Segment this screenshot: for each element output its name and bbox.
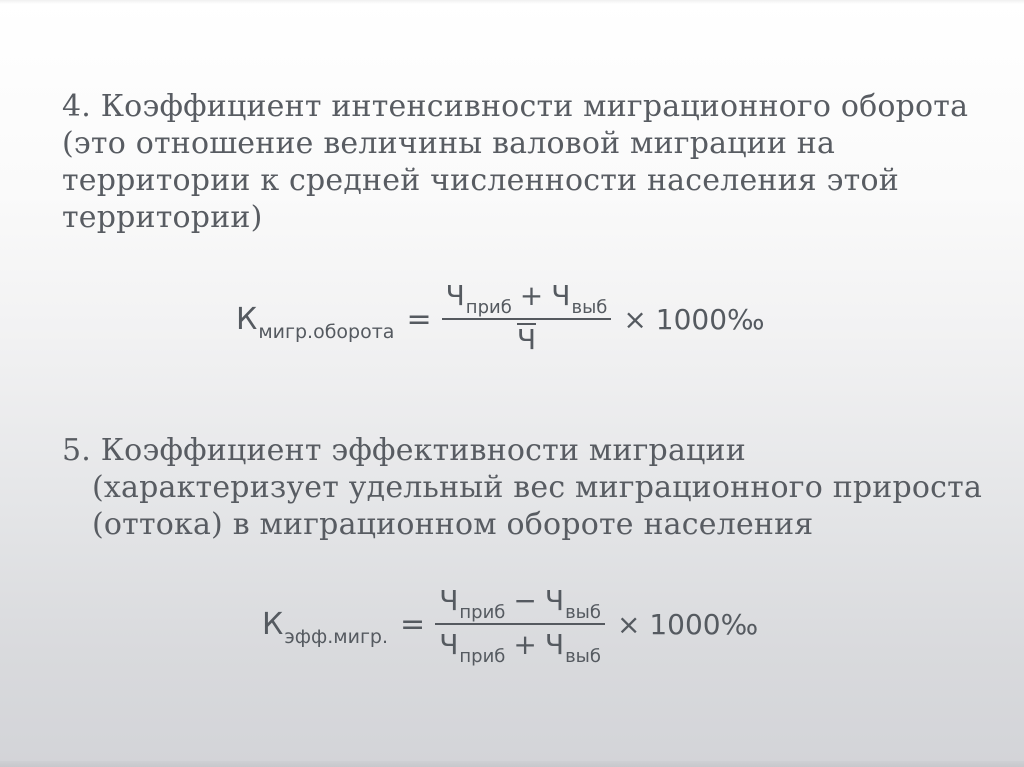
formula-2-den-term-1-sub: приб xyxy=(459,646,506,667)
formula-1-multiplier: × 1000‰ xyxy=(623,302,765,336)
formula-1-num-term-1-sub: приб xyxy=(465,297,512,318)
migration-intensity-formula xyxy=(236,279,765,359)
formula-2-denominator xyxy=(435,628,605,667)
formula-2-numerator xyxy=(435,584,605,623)
formula-2-fraction xyxy=(435,584,605,667)
slide-bottom-edge xyxy=(0,761,1024,767)
formula-2-num-term-1-sub: приб xyxy=(459,602,506,623)
formula-2-lhs xyxy=(262,606,389,648)
formula-2-den-term-2: Ч xyxy=(544,628,565,661)
item-5-line-2: (характеризует удельный вес миграционного прироста xyxy=(92,470,983,505)
formula-2-equals: = xyxy=(400,606,426,642)
item-4-line-1: 4. Коэффициент интенсивности миграционного оборота xyxy=(62,89,969,124)
formula-1-num-term-2: Ч xyxy=(551,279,571,312)
slide-top-edge xyxy=(0,0,1024,4)
item-5-line-1: 5. Коэффициент эффективности миграции xyxy=(62,433,746,468)
item-5-line-3: (оттока) в миграционном обороте населения xyxy=(92,507,814,542)
item-4-line-4: территории) xyxy=(62,200,263,235)
formula-1-lhs-symbol: К xyxy=(236,301,258,337)
formula-2-den-operator: + xyxy=(513,628,537,661)
formula-1-num-term-1: Ч xyxy=(445,279,465,312)
item-4-text xyxy=(62,88,968,236)
item-5-text xyxy=(62,432,982,543)
item-4-line-3: территории к средней численности населения этой xyxy=(62,163,899,198)
formula-1-fraction-bar xyxy=(442,318,612,320)
formula-1-num-operator: + xyxy=(519,279,544,312)
item-4-line-2: (это отношение величины валовой миграции на xyxy=(62,126,836,161)
formula-2-lhs-subscript: эфф.мигр. xyxy=(284,625,389,648)
formula-1-lhs-subscript: мигр.оборота xyxy=(258,320,395,343)
formula-2-num-term-2: Ч xyxy=(544,584,565,617)
formula-2-den-term-1: Ч xyxy=(439,628,459,661)
formula-1-numerator xyxy=(442,279,612,318)
formula-1-equals: = xyxy=(406,301,432,337)
formula-2-lhs-symbol: К xyxy=(262,606,284,642)
formula-2-multiplier: × 1000‰ xyxy=(616,607,759,641)
formula-2-num-operator: − xyxy=(513,584,537,617)
formula-2-fraction-bar xyxy=(435,623,605,625)
formula-2-num-term-1: Ч xyxy=(439,584,459,617)
formula-1-lhs xyxy=(236,301,395,343)
formula-1-fraction xyxy=(442,279,612,359)
formula-1-den-mean-symbol: Ч xyxy=(516,323,537,356)
formula-1-num-term-2-sub: выб xyxy=(571,297,608,318)
migration-efficiency-formula xyxy=(262,584,759,667)
formula-2-den-term-2-sub: выб xyxy=(565,646,601,667)
formula-2-num-term-2-sub: выб xyxy=(565,602,601,623)
formula-1-denominator xyxy=(513,323,540,359)
